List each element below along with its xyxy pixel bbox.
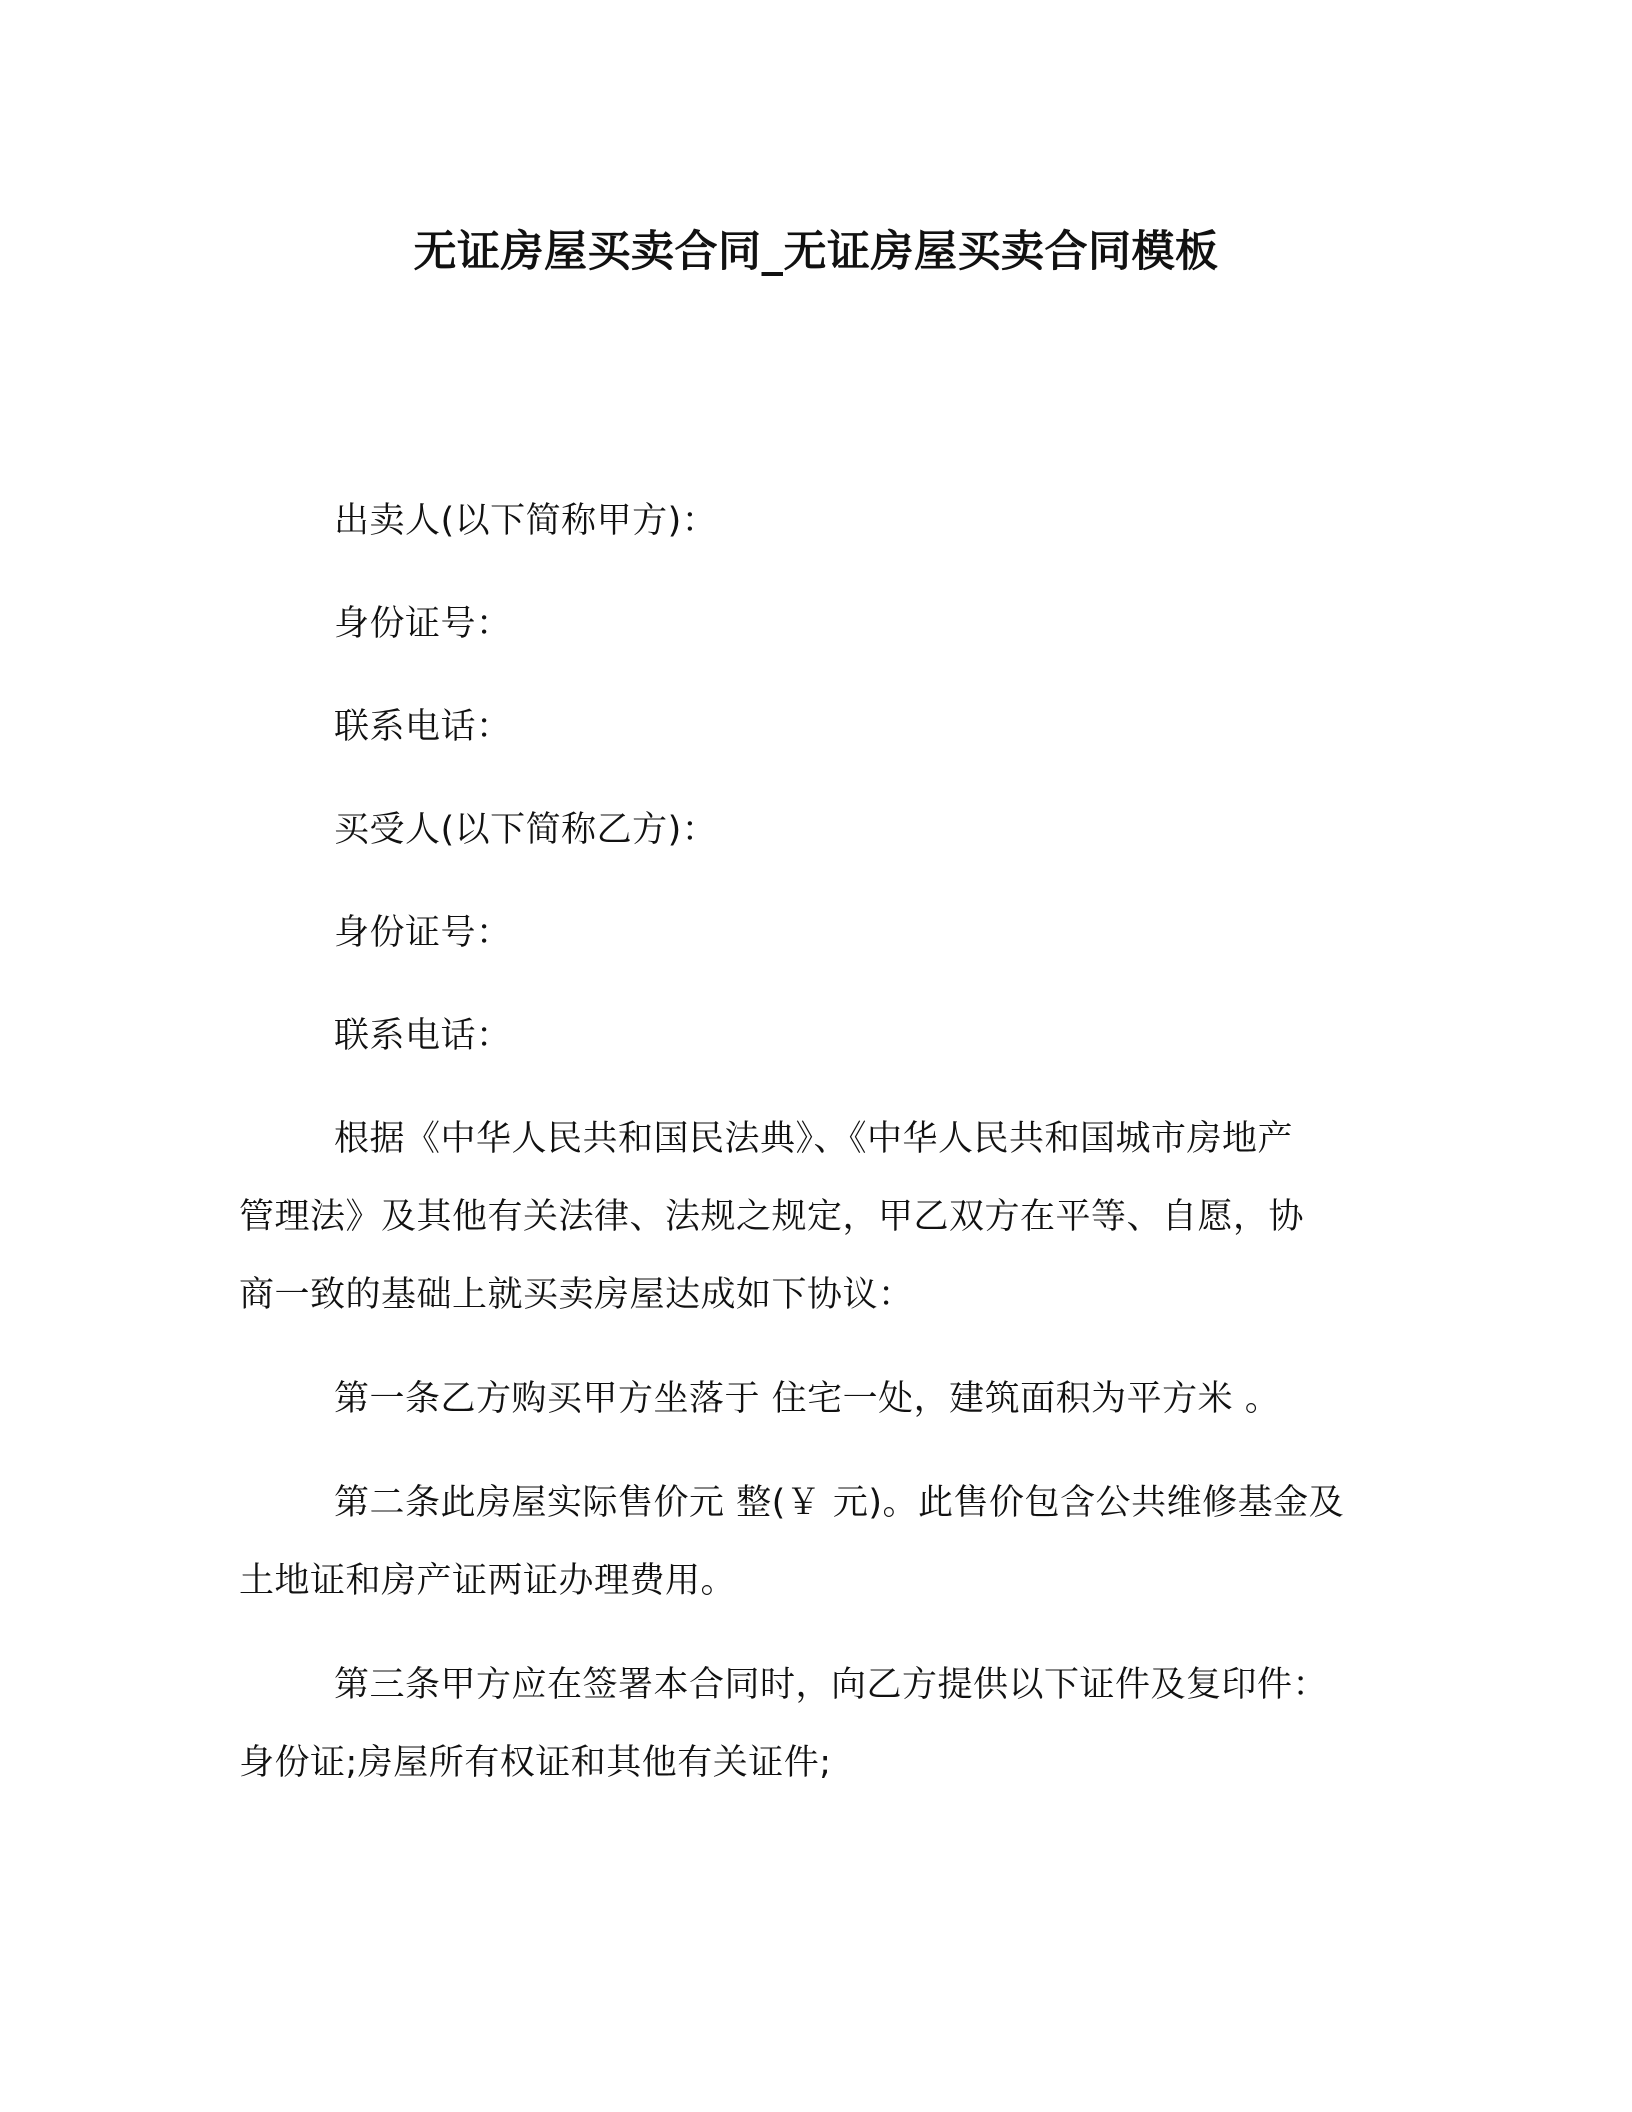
preamble-line-1: 根据《中华人民共和国民法典》、《中华人民共和国城市房地产 [334, 1119, 1294, 1159]
document-title: 无证房屋买卖合同_无证房屋买卖合同模板 [413, 227, 1219, 277]
seller-id-label: 身份证号： [334, 604, 512, 644]
article-3-line-2: 身份证;房屋所有权证和其他有关证件; [239, 1743, 832, 1783]
preamble-line-3: 商一致的基础上就买卖房屋达成如下协议： [239, 1275, 914, 1315]
buyer-label: 买受人(以下简称乙方)： [334, 810, 718, 850]
seller-label: 出卖人(以下简称甲方)： [334, 501, 718, 541]
preamble-line-2: 管理法》及其他有关法律、法规之规定，甲乙双方在平等、自愿，协 [239, 1197, 1305, 1237]
article-2-line-2: 土地证和房产证两证办理费用。 [239, 1561, 737, 1601]
seller-phone-label: 联系电话： [334, 707, 512, 747]
buyer-phone-label: 联系电话： [334, 1016, 512, 1056]
article-3-line-1: 第三条甲方应在签署本合同时，向乙方提供以下证件及复印件： [334, 1665, 1329, 1705]
article-1-line-1: 第一条乙方购买甲方坐落于 住宅一处，建筑面积为平方米 。 [334, 1379, 1281, 1419]
article-2-line-1: 第二条此房屋实际售价元 整(￥ 元)。此售价包含公共维修基金及 [334, 1483, 1345, 1523]
buyer-id-label: 身份证号： [334, 913, 512, 953]
